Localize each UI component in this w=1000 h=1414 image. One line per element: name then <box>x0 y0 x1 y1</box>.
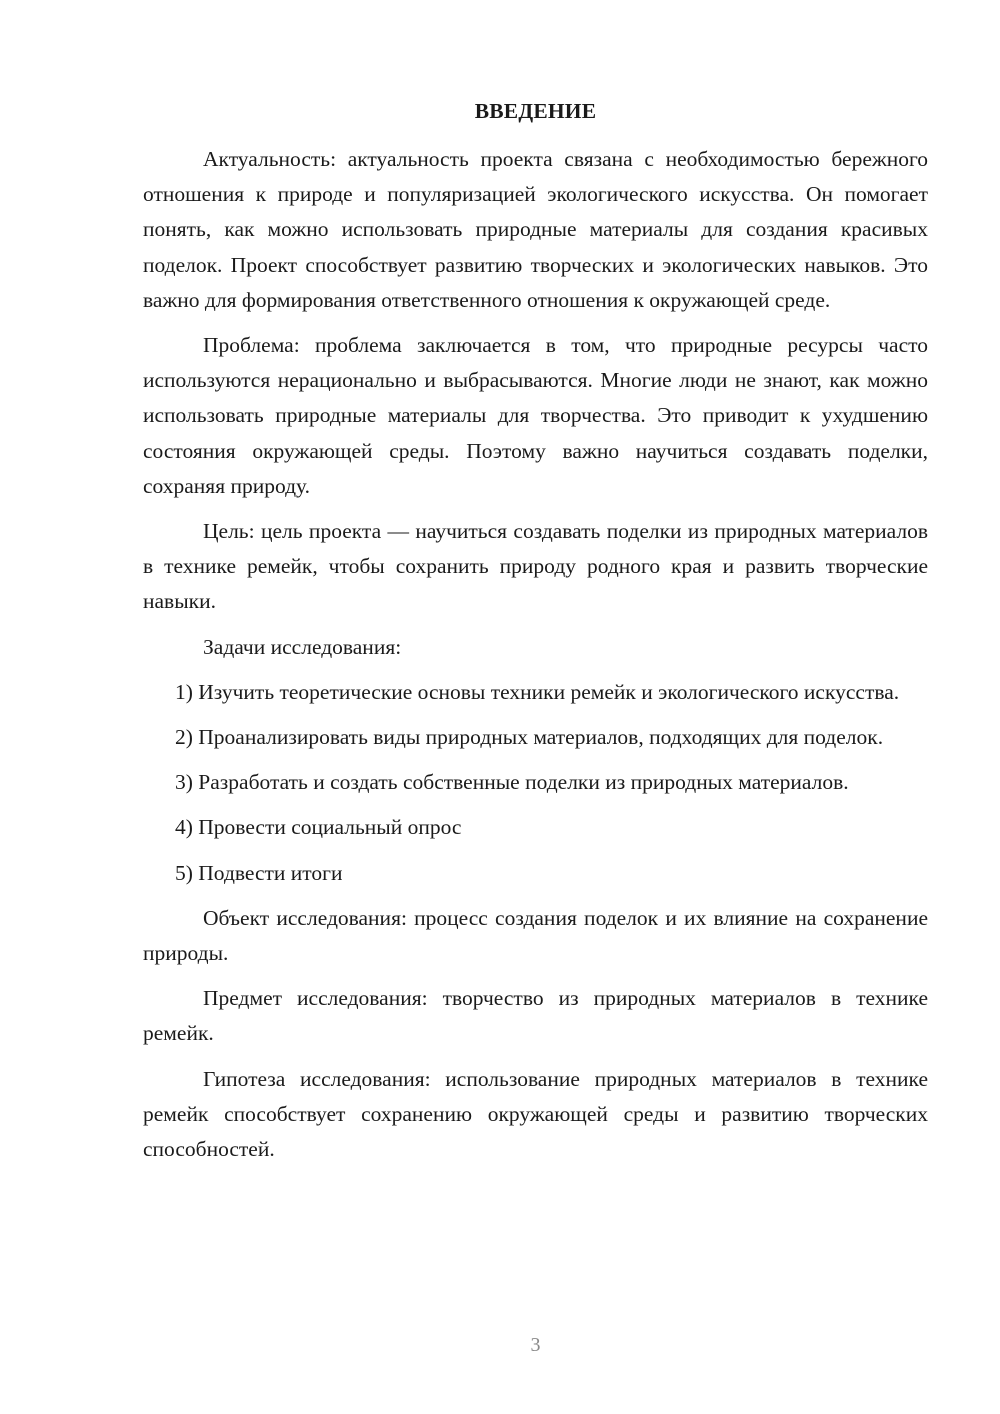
task-item-5: 5) Подвести итоги <box>175 860 343 885</box>
object-paragraph: Объект исследования: процесс создания поделок и их влияние на сохранение природы. <box>143 905 928 966</box>
subject-paragraph: Предмет исследования: творчество из природных материалов в технике ремейк. <box>143 986 928 1046</box>
tasks-heading: Задачи исследования: <box>203 634 402 659</box>
task-item-4: 4) Провести социальный опрос <box>175 815 462 840</box>
page-number: 3 <box>530 1334 541 1356</box>
goal-paragraph: Цель: цель проекта — научиться создавать поделки из природных материалов в технике ремейк, чтобы сохранить природу родного края и развить творческие навыки. <box>143 519 928 614</box>
task-item-3: 3) Разработать и создать собственные поделки из природных материалов. <box>175 770 849 795</box>
problem-paragraph: Проблема: проблема заключается в том, что природные ресурсы часто используются нерационально и выбрасываются. Многие люди не знают, как можно использовать природные материалы для творчества. Это приводит к ухудшению состояния окружающей среды. Поэтому важно научиться создавать поделки, сохраняя природу. <box>143 333 928 498</box>
section-heading: ВВЕДЕНИЕ <box>474 99 597 123</box>
hypothesis-paragraph: Гипотеза исследования: использование природных материалов в технике ремейк способствует сохранению окружающей среды и развитию творческих способностей. <box>143 1066 928 1162</box>
task-item-2: 2) Проанализировать виды природных материалов, подходящих для поделок. <box>175 725 884 750</box>
document-page <box>143 0 928 1414</box>
relevance-paragraph: Актуальность: актуальность проекта связана с необходимостью бережного отношения к природе и популяризацией экологического искусства. Он помогает понять, как можно использовать природные материалы для создания красивых поделок. Проект способствует развитию творческих и экологических навыков. Это важно для формирования ответственного отношения к окружающей среде. <box>143 147 928 312</box>
task-item-1: 1) Изучить теоретические основы техники ремейк и экологического искусства. <box>175 679 900 704</box>
body-text <box>143 142 928 1177</box>
